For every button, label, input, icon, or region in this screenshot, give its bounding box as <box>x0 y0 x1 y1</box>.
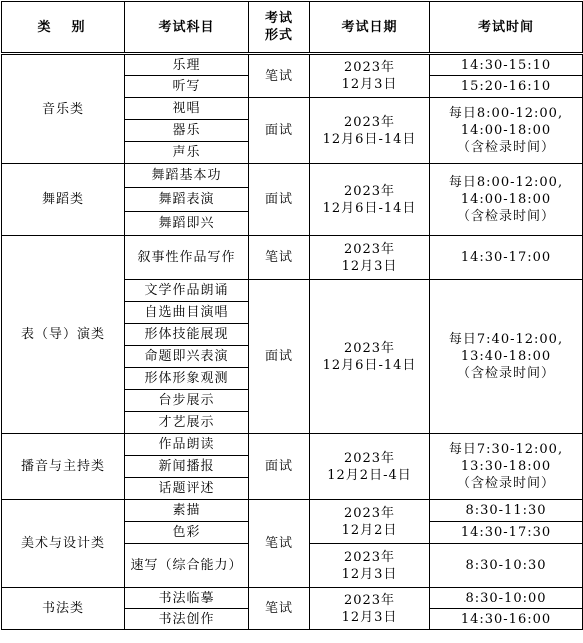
subject-cell: 作品朗读 <box>125 434 249 456</box>
subject-cell: 台步展示 <box>125 390 249 412</box>
format-cell: 面试 <box>249 98 310 164</box>
format-cell: 笔试 <box>249 588 310 630</box>
date-cell: 2023年 12月3日 <box>310 54 430 98</box>
subject-cell: 文学作品朗诵 <box>125 280 249 302</box>
header-time: 考试时间 <box>430 2 583 54</box>
format-cell: 笔试 <box>249 236 310 280</box>
subject-cell: 乐理 <box>125 54 249 76</box>
time-cell: 14:30-17:00 <box>430 236 583 280</box>
format-cell: 面试 <box>249 164 310 236</box>
time-cell: 15:20-16:10 <box>430 76 583 98</box>
header-category: 类 别 <box>2 2 125 54</box>
subject-cell: 素描 <box>125 500 249 522</box>
date-cell: 2023年 12月6日-14日 <box>310 164 430 236</box>
time-cell: 8:30-10:00 <box>430 588 583 609</box>
date-cell: 2023年 12月3日 <box>310 588 430 630</box>
subject-cell: 舞蹈表演 <box>125 188 249 212</box>
category-calligraphy: 书法类 <box>2 588 125 630</box>
subject-cell: 舞蹈基本功 <box>125 164 249 188</box>
time-cell: 每日8:00-12:00, 14:00-18:00 （含检录时间） <box>430 164 583 236</box>
time-cell: 8:30-11:30 <box>430 500 583 522</box>
time-cell: 每日8:00-12:00, 14:00-18:00 （含检录时间） <box>430 98 583 164</box>
format-cell: 面试 <box>249 434 310 500</box>
category-performance: 表（导）演类 <box>2 236 125 434</box>
subject-cell: 听写 <box>125 76 249 98</box>
table-row <box>2 236 583 280</box>
table-row <box>2 434 583 456</box>
date-cell: 2023年 12月3日 <box>310 544 430 588</box>
table-row <box>2 500 583 522</box>
format-cell: 笔试 <box>249 500 310 588</box>
time-cell: 8:30-10:30 <box>430 544 583 588</box>
header-date: 考试日期 <box>310 2 430 54</box>
header-format: 考试 形式 <box>249 2 310 54</box>
subject-cell: 形体技能展现 <box>125 324 249 346</box>
time-cell: 14:30-16:00 <box>430 609 583 630</box>
subject-cell: 叙事性作品写作 <box>125 236 249 280</box>
date-cell: 2023年 12月2日 <box>310 500 430 544</box>
time-cell: 每日7:40-12:00, 13:40-18:00 （含检录时间） <box>430 280 583 434</box>
table-row <box>2 54 583 76</box>
format-cell: 笔试 <box>249 54 310 98</box>
subject-cell: 舞蹈即兴 <box>125 212 249 236</box>
subject-cell: 才艺展示 <box>125 412 249 434</box>
category-broadcast: 播音与主持类 <box>2 434 125 500</box>
date-cell: 2023年 12月6日-14日 <box>310 280 430 434</box>
date-cell: 2023年 12月2日-4日 <box>310 434 430 500</box>
subject-cell: 新闻播报 <box>125 456 249 478</box>
time-cell: 每日7:30-12:00, 13:30-18:00 （含检录时间） <box>430 434 583 500</box>
header-row <box>2 2 583 54</box>
date-cell: 2023年 12月3日 <box>310 236 430 280</box>
header-subject: 考试科目 <box>125 2 249 54</box>
time-cell: 14:30-17:30 <box>430 522 583 544</box>
subject-cell: 话题评述 <box>125 478 249 500</box>
subject-cell: 形体形象观测 <box>125 368 249 390</box>
category-music: 音乐类 <box>2 54 125 164</box>
subject-cell: 声乐 <box>125 142 249 164</box>
subject-cell: 速写（综合能力） <box>125 544 249 588</box>
subject-cell: 书法临摹 <box>125 588 249 609</box>
subject-cell: 自选曲目演唱 <box>125 302 249 324</box>
subject-cell: 器乐 <box>125 120 249 142</box>
format-cell: 面试 <box>249 280 310 434</box>
category-art: 美术与设计类 <box>2 500 125 588</box>
subject-cell: 视唱 <box>125 98 249 120</box>
time-cell: 14:30-15:10 <box>430 54 583 76</box>
table-row <box>2 588 583 609</box>
subject-cell: 书法创作 <box>125 609 249 630</box>
subject-cell: 命题即兴表演 <box>125 346 249 368</box>
subject-cell: 色彩 <box>125 522 249 544</box>
date-cell: 2023年 12月6日-14日 <box>310 98 430 164</box>
exam-schedule-table <box>1 1 583 630</box>
table-row <box>2 164 583 188</box>
category-dance: 舞蹈类 <box>2 164 125 236</box>
